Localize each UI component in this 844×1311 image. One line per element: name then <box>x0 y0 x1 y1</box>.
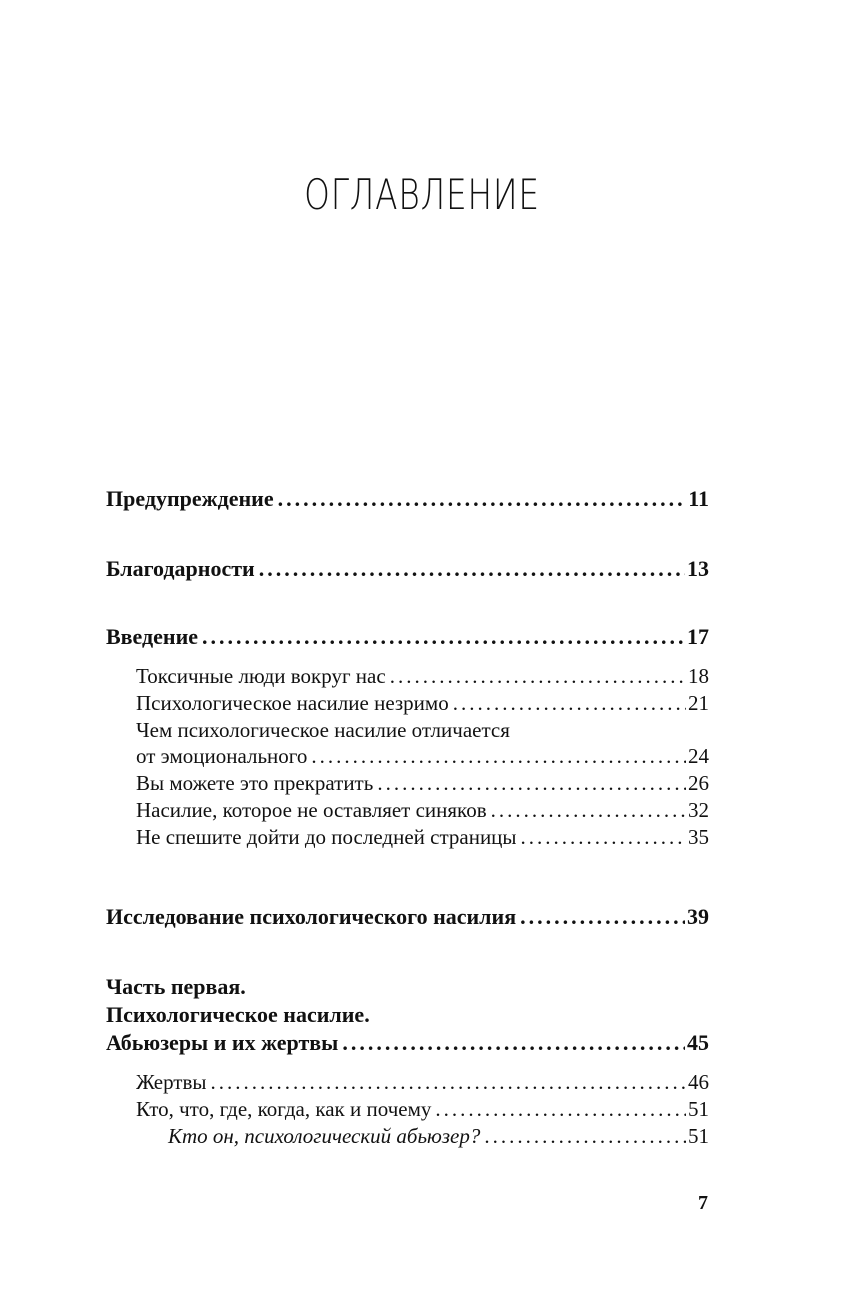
toc-entry-page: 39 <box>687 904 709 929</box>
toc-entry-page: 51 <box>688 1124 709 1148</box>
toc-part-line2[interactable]: Психологическое насилие. <box>106 1002 370 1027</box>
page-title: ОГЛАВЛЕНИЕ <box>304 170 540 219</box>
toc-subentry[interactable] <box>106 744 709 769</box>
toc-subentry[interactable] <box>106 1097 709 1122</box>
toc-subsubentry[interactable] <box>106 1124 709 1149</box>
toc-subentry[interactable] <box>106 825 709 850</box>
toc-entry-title: Предупреждение <box>106 486 274 511</box>
toc-leader-dots <box>484 1124 686 1149</box>
toc-entry-title: Насилие, которое не оставляет синяков <box>136 798 487 822</box>
toc-leader-dots <box>311 744 686 769</box>
toc-entry-title: Жертвы <box>136 1070 207 1094</box>
toc-entry-title: Кто, что, где, когда, как и почему <box>136 1097 432 1121</box>
toc-entry-introduction[interactable] <box>106 624 709 650</box>
toc-entry-title: Благодарности <box>106 556 255 581</box>
toc-entry-page: 11 <box>688 486 709 511</box>
toc-leader-dots <box>377 771 686 796</box>
toc-subentry[interactable] <box>106 798 709 823</box>
toc-entry-title: Токсичные люди вокруг нас <box>136 664 386 688</box>
toc-entry-part-one[interactable] <box>106 1030 709 1056</box>
toc-entry-title: Кто он, психологический абьюзер? <box>168 1124 481 1148</box>
toc-subentry[interactable] <box>106 691 709 716</box>
toc-entry-page: 26 <box>688 771 709 795</box>
toc-leader-dots <box>278 486 687 512</box>
toc-entry-page: 24 <box>688 744 709 768</box>
toc-entry-page: 17 <box>687 624 709 649</box>
toc-entry-title: Не спешите дойти до последней страницы <box>136 825 517 849</box>
toc-subentry[interactable] <box>106 1070 709 1095</box>
toc-subentry[interactable] <box>106 664 709 689</box>
toc-leader-dots <box>491 798 686 823</box>
toc-entry-title: Вы можете это прекратить <box>136 771 374 795</box>
toc-leader-dots <box>342 1030 685 1056</box>
toc-leader-dots <box>259 556 685 582</box>
toc-leader-dots <box>520 904 685 930</box>
toc-entry-title: Абьюзеры и их жертвы <box>106 1030 339 1055</box>
toc-subentry[interactable] <box>106 771 709 796</box>
toc-entry-page: 46 <box>688 1070 709 1094</box>
toc-leader-dots <box>390 664 686 689</box>
toc-entry-page: 51 <box>688 1097 709 1121</box>
toc-entry-research[interactable] <box>106 904 709 930</box>
toc-entry-warning[interactable] <box>106 486 709 512</box>
toc-leader-dots <box>435 1097 686 1122</box>
toc-entry-page: 32 <box>688 798 709 822</box>
toc-entry-acknowledgements[interactable] <box>106 556 709 582</box>
toc-leader-dots <box>453 691 686 716</box>
toc-part-line1[interactable]: Часть первая. <box>106 974 246 999</box>
toc-entry-page: 13 <box>687 556 709 581</box>
toc-entry-title: Исследование психологического насилия <box>106 904 517 929</box>
toc-entry-page: 45 <box>687 1030 709 1055</box>
toc-leader-dots <box>202 624 685 650</box>
toc-entry-title: Психологическое насилие незримо <box>136 691 449 715</box>
toc-entry-page: 21 <box>688 691 709 715</box>
page-number: 7 <box>698 1192 708 1214</box>
toc-entry-page: 18 <box>688 664 709 688</box>
toc-entry-page: 35 <box>688 825 709 849</box>
toc-leader-dots <box>521 825 686 850</box>
toc-entry-title: Введение <box>106 624 199 649</box>
toc-subentry-line1[interactable]: Чем психологическое насилие отличается <box>136 718 510 742</box>
toc-leader-dots <box>211 1070 687 1095</box>
toc-entry-title: от эмоционального <box>136 744 308 768</box>
